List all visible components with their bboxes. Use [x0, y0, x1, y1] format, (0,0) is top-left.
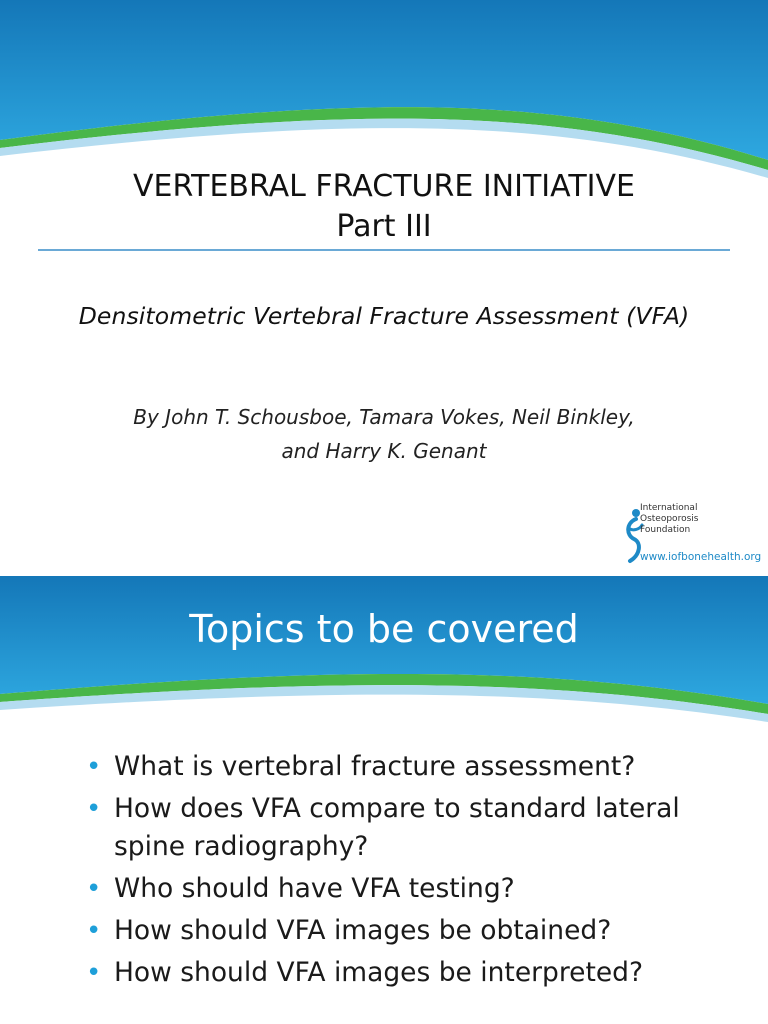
- title-divider: [38, 249, 730, 251]
- authors: [0, 400, 768, 468]
- list-item: [86, 748, 746, 786]
- list-item-text: How does VFA compare to standard lateral spine radiography?: [114, 793, 680, 862]
- list-item: [86, 912, 746, 950]
- title-line-2: Part III: [336, 209, 432, 244]
- bullet-icon: •: [86, 916, 102, 946]
- authors-line-1: By John T. Schousboe, Tamara Vokes, Neil Binkley,: [133, 405, 635, 429]
- list-item: [86, 870, 746, 908]
- iof-org-line-2: Osteoporosis: [640, 514, 699, 524]
- iof-url: www.iofbonehealth.org: [640, 551, 762, 563]
- bullet-icon: •: [86, 752, 102, 782]
- slide-subtitle: Densitometric Vertebral Fracture Assessment (VFA): [78, 302, 690, 330]
- iof-org-line-1: International: [640, 503, 698, 513]
- authors-line-2: and Harry K. Genant: [281, 439, 487, 463]
- bullet-icon: •: [86, 874, 102, 904]
- list-item-text: How should VFA images be obtained?: [114, 915, 612, 946]
- bullet-icon: •: [86, 794, 102, 824]
- iof-org-name: [640, 503, 698, 536]
- title-line-1: VERTEBRAL FRACTURE INITIATIVE: [132, 169, 635, 204]
- slide-title-block: [0, 167, 768, 247]
- list-item-text: What is vertebral fracture assessment?: [114, 751, 636, 782]
- list-item-text: Who should have VFA testing?: [114, 873, 515, 904]
- iof-logo: [622, 503, 762, 569]
- topics-list: [86, 748, 746, 996]
- list-item-text: How should VFA images be interpreted?: [114, 957, 644, 988]
- list-item: [86, 790, 746, 866]
- list-item: [86, 954, 746, 992]
- bullet-icon: •: [86, 958, 102, 988]
- iof-org-line-3: Foundation: [640, 525, 691, 535]
- slide-2-title: Topics to be covered: [189, 607, 579, 651]
